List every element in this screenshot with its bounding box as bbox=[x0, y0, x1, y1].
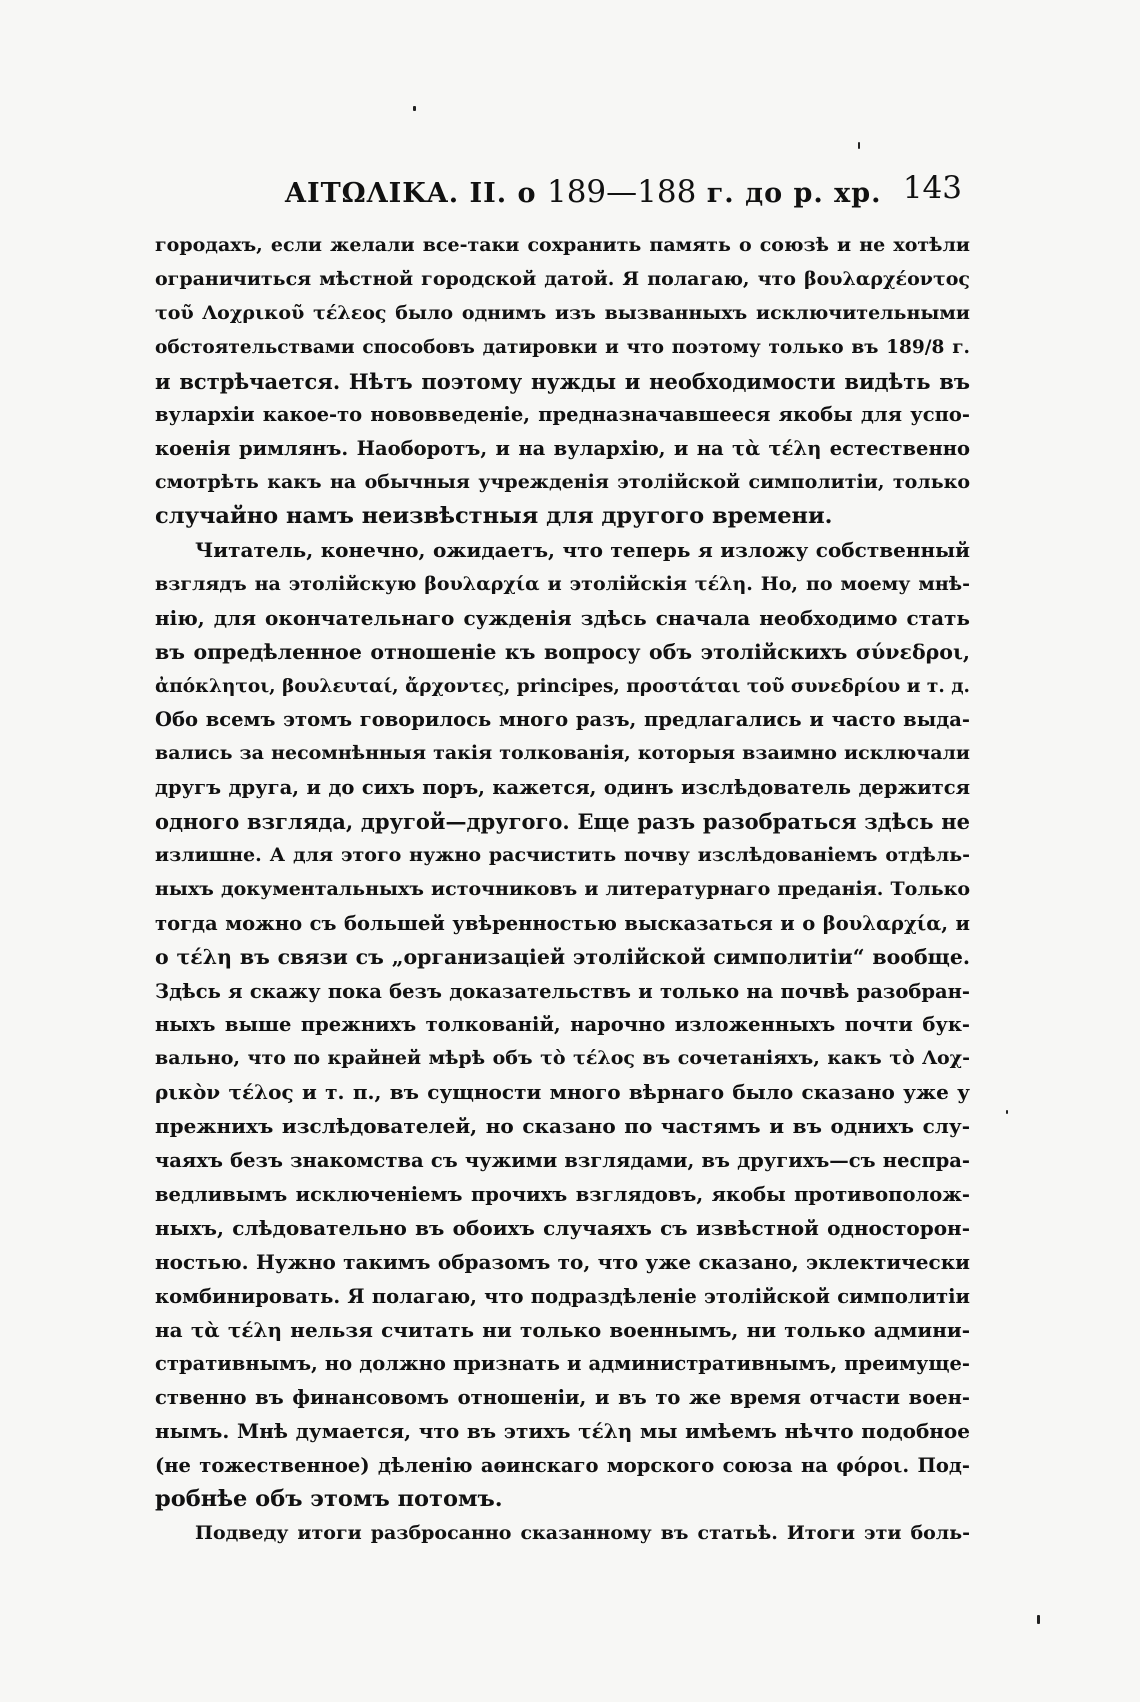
text-line: тогда можно съ большей увѣренностью высказаться и о βουλαρχία, и bbox=[155, 911, 970, 935]
text-line: ведливымъ исключеніемъ прочихъ взглядовъ, якобы противополож- bbox=[155, 1182, 970, 1206]
text-line: Здѣсь я скажу пока безъ доказательствъ и только на почвѣ разобран- bbox=[155, 979, 970, 1003]
text-line: вально, что по крайней мѣрѣ объ τὸ τέλος въ сочетаніяхъ, какъ τὸ Λοχ- bbox=[155, 1047, 970, 1070]
text-line: чаяхъ безъ знакомства съ чужими взглядами, въ другихъ—съ неспра- bbox=[155, 1149, 970, 1173]
paragraph-end-line: робнѣе объ этомъ потомъ. bbox=[155, 1485, 503, 1512]
text-line: вулархіи какое-то нововведеніе, предназначавшееся якобы для успо- bbox=[155, 403, 970, 427]
running-title-years: 189—188 bbox=[546, 174, 697, 210]
text-line: и встрѣчается. Нѣтъ поэтому нужды и необходимости видѣть въ bbox=[155, 368, 970, 394]
text-line: τοῦ Λοχρικοῦ τέλεος было однимъ изъ вызванныхъ исключительными bbox=[155, 301, 970, 324]
text-line: излишне. А для этого нужно расчистить почву изслѣдованіемъ отдѣль- bbox=[155, 844, 970, 867]
text-line: ныхъ выше прежнихъ толкованій, нарочно изложенныхъ почти бук- bbox=[155, 1013, 970, 1037]
running-title-text: ΑΙΤΩΛΙΚΑ. II. о bbox=[285, 178, 537, 209]
text-line: Обо всемъ этомъ говорилось много разъ, предлагались и часто выда- bbox=[155, 708, 970, 732]
text-line: ныхъ документальныхъ источниковъ и литературнаго преданія. Только bbox=[155, 877, 970, 900]
text-line: ограничиться мѣстной городской датой. Я полагаю, что βουλαρχέοντος bbox=[155, 267, 970, 290]
page-header bbox=[155, 170, 970, 220]
paragraph-start-line: Читатель, конечно, ожидаетъ, что теперь я изложу собственный bbox=[195, 538, 970, 563]
paragraph-end-line: случайно намъ неизвѣстныя для другого времени. bbox=[155, 503, 833, 530]
text-line: комбинировать. Я полагаю, что подраздѣленіе этолійской симполитіи bbox=[155, 1284, 970, 1308]
scan-speck bbox=[1037, 1615, 1040, 1624]
running-title bbox=[285, 174, 882, 210]
text-line: взглядъ на этолійскую βουλαρχία и этолійскія τέλη. Но, по моему мнѣ- bbox=[155, 572, 970, 595]
scan-speck bbox=[1006, 1110, 1008, 1114]
text-line: ἀπόκλητοι, βουλευταί, ἄρχοντες, principes, προστάται τοῦ συνεδρίου и т. д. bbox=[155, 675, 970, 697]
text-line: городахъ, если желали все-таки сохранить память о союзѣ и не хотѣли bbox=[155, 234, 970, 256]
text-line: на τὰ τέλη нельзя считать ни только военнымъ, ни только админи- bbox=[155, 1317, 970, 1342]
paragraph-start-line: Подведу итоги разбросанно сказанному въ статьѣ. Итоги эти боль- bbox=[195, 1521, 970, 1544]
text-line: стративнымъ, но должно признать и административнымъ, преимуще- bbox=[155, 1352, 970, 1376]
text-line: другъ друга, и до сихъ поръ, кажется, одинъ изслѣдователь держится bbox=[155, 776, 970, 800]
text-line: (не тожественное) дѣленію аѳинскаго морского союза на φόροι. Под- bbox=[155, 1454, 970, 1478]
text-line: нію, для окончательнаго сужденія здѣсь сначала необходимо стать bbox=[155, 605, 970, 630]
text-line: ныхъ, слѣдовательно въ обоихъ случаяхъ съ извѣстной односторон- bbox=[155, 1215, 970, 1240]
text-line: ρικὸν τέλος и т. п., въ сущности много вѣрнаго было сказано уже у bbox=[155, 1080, 970, 1105]
scan-speck bbox=[858, 142, 860, 149]
text-line: вались за несомнѣнныя такія толкованія, которыя взаимно исключали bbox=[155, 742, 970, 765]
text-line: о τέλη въ связи съ „организаціей этолійской симполитіи“ вообще. bbox=[155, 944, 970, 969]
body-text bbox=[155, 229, 970, 1551]
text-line: смотрѣть какъ на обычныя учрежденія этолійской симполитіи, только bbox=[155, 471, 970, 494]
text-line: ностью. Нужно такимъ образомъ то, что уже сказано, эклектически bbox=[155, 1249, 970, 1274]
text-line: нымъ. Мнѣ думается, что въ этихъ τέλη мы имѣемъ нѣчто подобное bbox=[155, 1419, 970, 1444]
page-number: 143 bbox=[902, 170, 962, 206]
text-line: обстоятельствами способовъ датировки и что поэтому только въ 189/8 г. bbox=[155, 336, 970, 358]
text-line: коенія римлянъ. Наоборотъ, и на вулархію, и на τὰ τέλη естественно bbox=[155, 437, 970, 461]
text-line: одного взгляда, другой—другого. Еще разъ разобраться здѣсь не bbox=[155, 809, 970, 835]
scan-speck bbox=[413, 106, 416, 111]
text-line: въ опредѣленное отношеніе къ вопросу объ этолійскихъ σύνεδροι, bbox=[155, 639, 970, 664]
running-title-suffix: г. до р. хр. bbox=[706, 178, 882, 209]
text-line: ственно въ финансовомъ отношеніи, и въ то же время отчасти воен- bbox=[155, 1386, 970, 1410]
text-line: прежнихъ изслѣдователей, но сказано по частямъ и въ однихъ слу- bbox=[155, 1114, 970, 1139]
